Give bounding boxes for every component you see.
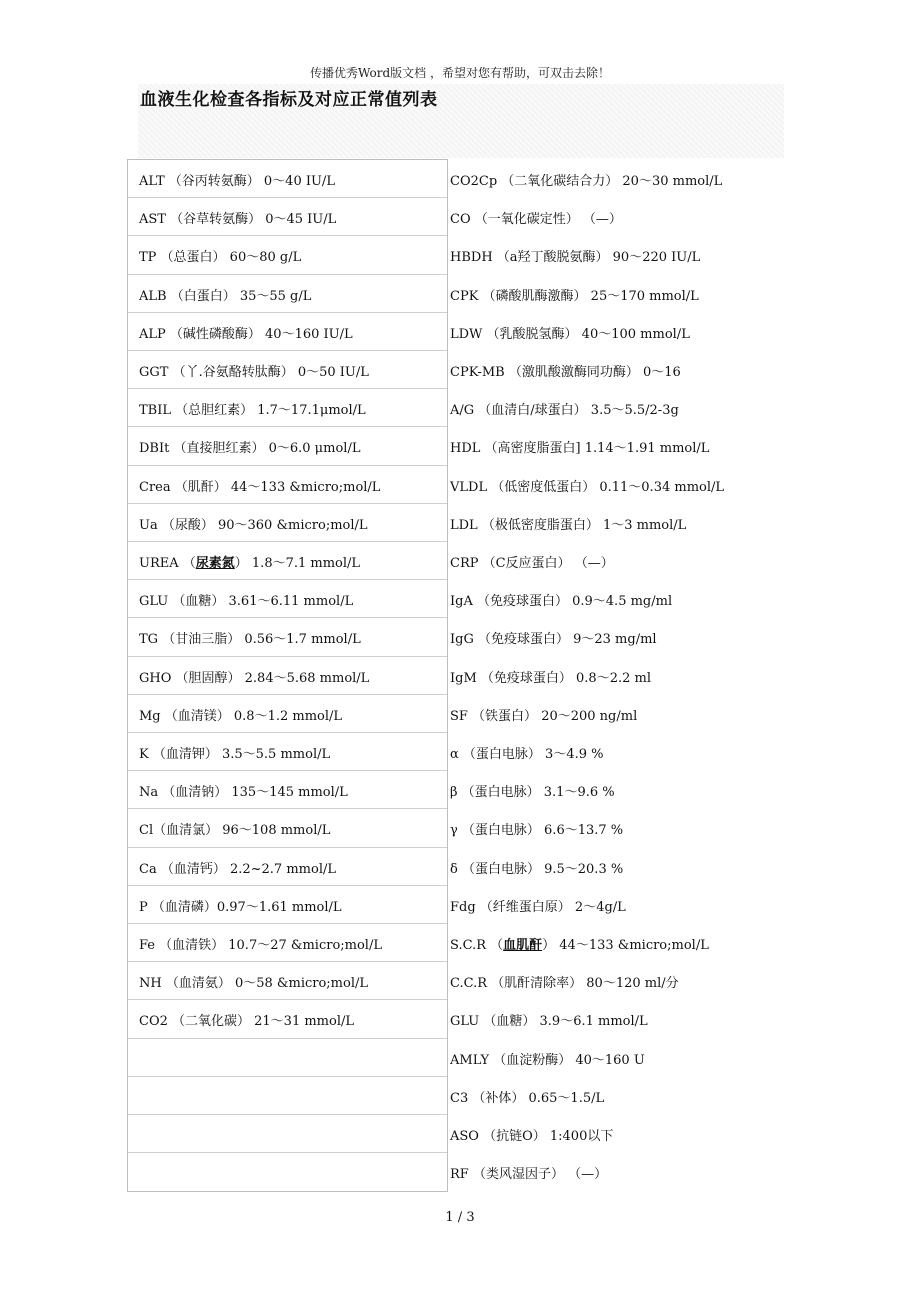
list-item: [450, 668, 651, 690]
table-row: [128, 1039, 447, 1077]
list-item: [450, 782, 615, 804]
list-item: [450, 897, 626, 919]
item-text: Na （血清钠） 135～145 mmol/L: [139, 785, 348, 801]
item-text: A/G （血清白/球蛋白） 3.5～5.5/2-3g: [450, 403, 679, 419]
item-text: LDL （极低密度脂蛋白） 1～3 mmol/L: [450, 517, 687, 533]
item-text: C3 （补体） 0.65～1.5/L: [450, 1090, 605, 1106]
item-text: ALB （白蛋白） 35～55 g/L: [139, 288, 312, 304]
list-item: [450, 362, 681, 384]
list-item: [139, 782, 348, 804]
list-item: [139, 973, 368, 995]
item-text: CPK-MB （激肌酸激酶同功酶） 0～16: [450, 365, 681, 380]
item-text: Mg （血清镁） 0.8～1.2 mmol/L: [139, 708, 343, 724]
item-text: AST （谷草转氨酶） 0～45 IU/L: [139, 212, 337, 228]
list-item: [139, 744, 330, 766]
item-text: P （血清磷）0.97～1.61 mmol/L: [139, 899, 342, 915]
item-text: TG （甘油三脂） 0.56～1.7 mmol/L: [139, 632, 361, 648]
item-text: TBIL （总胆红素） 1.7～17.1μmol/L: [139, 403, 366, 419]
item-text: Fdg （纤维蛋白原） 2～4g/L: [450, 899, 626, 915]
item-text: CO2Cp （二氧化碳结合力） 20～30 mmol/L: [450, 174, 723, 189]
item-text: IgG （免疫球蛋白） 9～23 mg/ml: [450, 632, 657, 648]
item-text: HDL （高密度脂蛋白] 1.14～1.91 mmol/L: [450, 441, 710, 457]
item-text: K （血清钾） 3.5～5.5 mmol/L: [139, 747, 331, 762]
item-text: Crea （肌酐） 44～133 &micro;mol/L: [139, 479, 381, 495]
item-text: CRP （C反应蛋白） （—）: [450, 556, 614, 571]
list-item: [450, 1011, 648, 1033]
item-text: IgM （免疫球蛋白） 0.8～2.2 ml: [450, 670, 651, 686]
list-item: [450, 1126, 613, 1148]
list-item: [450, 553, 614, 575]
item-text: GHO （胆固醇） 2.84～5.68 mmol/L: [139, 670, 370, 686]
list-item: [450, 1164, 607, 1186]
item-text: RF （类风湿因子） （—）: [450, 1167, 608, 1183]
item-text: CO2 （二氧化碳） 21～31 mmol/L: [139, 1014, 355, 1030]
list-item: [139, 324, 353, 346]
page-footer: 1 / 3: [445, 1210, 475, 1225]
item-text: CPK （磷酸肌酶激酶） 25～170 mmol/L: [450, 288, 699, 304]
list-item: [450, 629, 657, 651]
item-text: ） 44～133 &micro;mol/L: [542, 938, 709, 953]
list-item: [139, 286, 311, 308]
list-item: [139, 706, 342, 728]
list-item: [139, 438, 360, 460]
list-item: [139, 820, 330, 842]
item-text: GLU （血糖） 3.9～6.1 mmol/L: [450, 1014, 648, 1030]
item-text: Cl（血清氯） 96～108 mmol/L: [139, 823, 331, 839]
table-row: [128, 1153, 447, 1191]
list-item: [139, 1011, 354, 1033]
list-item: [139, 629, 361, 651]
item-text: S.C.R （: [450, 938, 504, 953]
list-item: [450, 973, 679, 995]
list-item: [450, 1088, 604, 1110]
item-text: SF （铁蛋白） 20～200 ng/ml: [450, 708, 638, 724]
item-text: α （蛋白电脉） 3～4.9 %: [450, 747, 604, 762]
item-text: GGT （丫.谷氨酪转肽酶） 0～50 IU/L: [139, 365, 369, 380]
list-item: [450, 247, 700, 269]
list-item: [139, 668, 369, 690]
list-item: [450, 438, 709, 460]
item-text: TP （总蛋白） 60～80 g/L: [139, 250, 302, 266]
list-item: [139, 515, 368, 537]
table-row: [128, 1077, 447, 1115]
item-text: Fe （血清铁） 10.7～27 &micro;mol/L: [139, 938, 382, 953]
list-item: [139, 591, 353, 613]
item-text: C.C.R （肌酐清除率） 80～120 ml/分: [450, 976, 679, 992]
list-item: [450, 591, 672, 613]
list-item: [450, 1050, 645, 1072]
table-row: [128, 1115, 447, 1153]
list-item: [450, 400, 679, 422]
underlined-term: 血肌酐: [503, 938, 543, 953]
item-text: DBIt （直接胆红素） 0～6.0 μmol/L: [139, 441, 361, 457]
list-item: [450, 859, 623, 881]
list-item: [450, 744, 603, 766]
item-text: δ （蛋白电脉） 9.5～20.3 %: [450, 861, 624, 877]
list-item: [450, 935, 709, 957]
list-item: [139, 859, 336, 881]
list-item: [450, 209, 622, 231]
list-item: [139, 362, 369, 384]
item-text: ALT （谷丙转氨酶） 0～40 IU/L: [139, 174, 335, 189]
item-text: UREA （: [139, 556, 196, 571]
item-text: Ua （尿酸） 90～360 &micro;mol/L: [139, 517, 368, 533]
list-item: [450, 706, 637, 728]
list-item: [139, 247, 301, 269]
item-text: HBDH （a羟丁酸脱氨酶） 90～220 IU/L: [450, 250, 701, 266]
list-item: [139, 897, 342, 919]
item-text: ALP （碱性磷酸酶） 40～160 IU/L: [139, 326, 353, 342]
item-text: GLU （血糖） 3.61～6.11 mmol/L: [139, 594, 354, 610]
list-item: [139, 171, 335, 193]
item-text: ASO （抗链O） 1:400以下: [450, 1129, 614, 1144]
page-title: 血液生化检查各指标及对应正常值列表: [140, 90, 438, 110]
item-text: Ca （血清钙） 2.2~2.7 mmol/L: [139, 861, 336, 877]
list-item: [450, 515, 686, 537]
item-text: IgA （免疫球蛋白） 0.9～4.5 mg/ml: [450, 594, 673, 610]
underlined-term: 尿素氮: [195, 556, 235, 571]
list-item: [139, 935, 382, 957]
list-item: [139, 209, 336, 231]
item-text: CO （一氧化碳定性） （—）: [450, 212, 622, 228]
list-item: [450, 171, 722, 193]
item-text: β （蛋白电脉） 3.1～9.6 %: [450, 785, 615, 801]
list-item: [450, 324, 690, 346]
top-note: 传播优秀Word版文档 ，希望对您有帮助，可双击去除！: [310, 66, 610, 80]
list-item: [139, 477, 380, 499]
item-text: NH （血清氨） 0～58 &micro;mol/L: [139, 976, 369, 992]
item-text: VLDL （低密度低蛋白） 0.11～0.34 mmol/L: [450, 479, 725, 495]
item-text: LDW （乳酸脱氢酶） 40～100 mmol/L: [450, 326, 690, 342]
list-item: [139, 400, 366, 422]
item-text: AMLY （血淀粉酶） 40～160 U: [450, 1052, 645, 1068]
list-item: [450, 286, 699, 308]
list-item: [450, 820, 623, 842]
list-item: [139, 553, 360, 575]
item-text: ） 1.8～7.1 mmol/L: [234, 556, 361, 571]
list-item: [450, 477, 724, 499]
item-text: γ （蛋白电脉） 6.6～13.7 %: [450, 823, 624, 839]
